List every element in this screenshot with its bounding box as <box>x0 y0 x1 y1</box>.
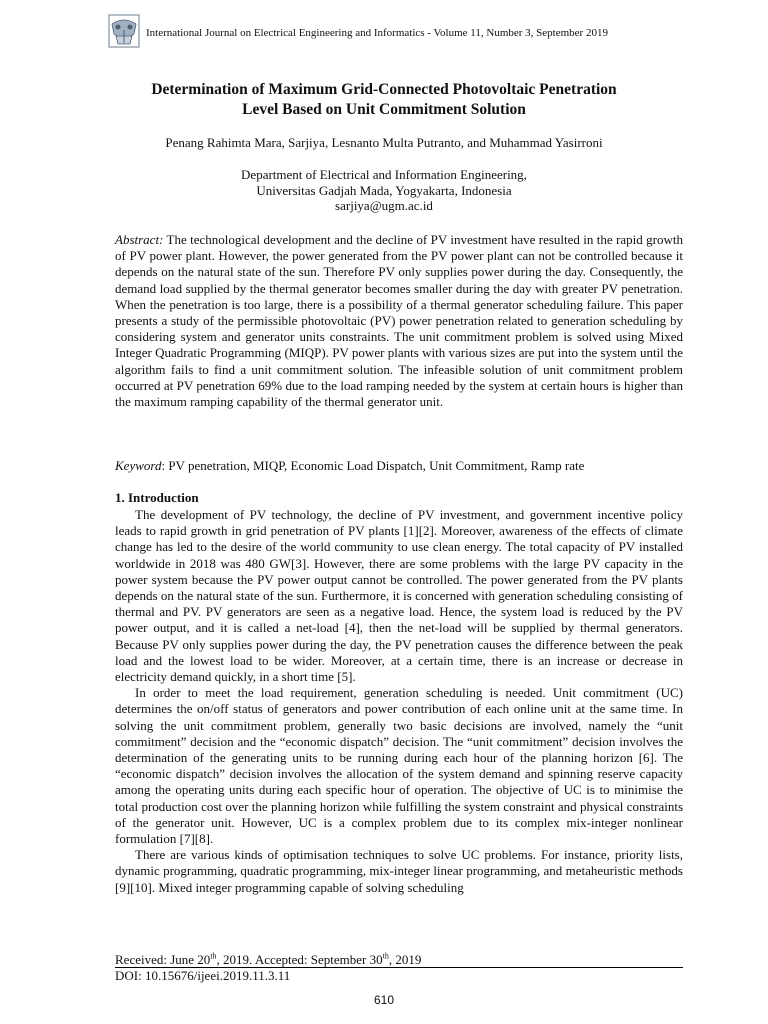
title-line-2: Level Based on Unit Commitment Solution <box>242 101 526 118</box>
abstract <box>115 232 683 410</box>
affiliation-university: Universitas Gadjah Mada, Yogyakarta, Indonesia <box>256 182 512 198</box>
year-text: , 2019 <box>388 952 422 967</box>
journal-logo-icon <box>108 14 140 48</box>
doi: DOI: 10.15676/ijeei.2019.11.3.11 <box>115 968 291 983</box>
journal-header <box>108 14 688 54</box>
accepted-text: , 2019. Accepted: September 30 <box>216 952 383 967</box>
abstract-label: Abstract: <box>115 232 164 247</box>
keywords <box>115 458 683 474</box>
introduction-body <box>115 507 683 896</box>
journal-citation-line: International Journal on Electrical Engineering and Informatics - Volume 11, Number 3, September 2019 <box>146 27 608 39</box>
section-heading-introduction: 1. Introduction <box>115 490 199 505</box>
received-text: Received: June 20 <box>115 952 211 967</box>
keyword-text: : PV penetration, MIQP, Economic Load Dispatch, Unit Commitment, Ramp rate <box>161 458 585 473</box>
title-line-1: Determination of Maximum Grid-Connected Photovoltaic Penetration <box>151 81 617 98</box>
author-list: Penang Rahimta Mara, Sarjiya, Lesnanto Multa Putranto, and Muhammad Yasirroni <box>165 135 603 150</box>
intro-paragraph: The development of PV technology, the decline of PV investment, and government incentive policy leads to rapid growth in grid penetration of PV plants [1][2]. Moreover, awareness of the effects of climate change has led to the desire of the world community to use clean energy. The total capacity of PV installed worldwide in 2018 was 480 GW[3]. However, there are some problems with the large PV capacity in the power system because the PV power output cannot be controlled. The power generated from the PV plants depends on the natural state of the sun. Furthermore, it is concerned with generation scheduling consisting of thermal and PV. PV generators are seen as a negative load. Hence, the system load is reduced by the PV power output, and it is called a net-load [4], then the net-load will be supplied by thermal generators. Because PV only supplies power during the day, the PV penetration causes the difference between the peak load and the lowest load to be wider. Moreover, at a certain time, there is an increase or decrease in electricity demand quickly, in a short time [5]. <box>115 507 683 685</box>
page-number: 610 <box>373 993 395 1007</box>
received-accepted-dates <box>115 952 421 968</box>
affiliation-block <box>80 167 688 214</box>
affiliation-department: Department of Electrical and Information Engineering, <box>241 167 527 182</box>
abstract-text: The technological development and the decline of PV investment have resulted in the rapid growth of PV power plant. However, the power generated from the PV power plant can not be controlled because it depends on the natural state of the sun. Therefore PV only supplies power during the day. Consequently, the demand load supplied by the thermal generator becomes smaller during the day with greater PV penetration. When the penetration is too large, there is a possibility of a thermal generator scheduling failure. This paper presents a study of the permissible photovoltaic (PV) power penetration related to generation scheduling by considering system and generator units constraints. The unit commitment problem is solved using Mixed Integer Quadratic Programming (MIQP). PV power plants with various sizes are put into the system until the algorithm fails to find a unit commitment solution. The infeasible solution of unit commitment problem occurred at PV penetration 69% due to the load ramping needed by the system at certain hours is higher than the maximum ramping capability of the thermal generator unit. <box>115 232 683 410</box>
keyword-label: Keyword <box>115 458 162 473</box>
accepted-sup: th <box>382 951 389 961</box>
paper-title <box>80 80 688 120</box>
author-email: sarjiya@ugm.ac.id <box>335 198 433 213</box>
intro-paragraph: In order to meet the load requirement, generation scheduling is needed. Unit commitment (UC) determines the on/off status of generators and power contribution of each online unit at the same time. In solving the unit commitment problem, generally two basic decisions are involved, namely the “unit commitment” decision and the “economic dispatch” decision. The “unit commitment” decision involves the determination of the generating units to be running during each hour of the planning horizon [6]. The “economic dispatch” decision involves the allocation of the system demand and spinning reserve capacity among the operating units during each specific hour of operation. The objective of UC is to minimise the total production cost over the planning horizon while fulfilling the system constraint and physical constraints of the generator unit. However, UC is a complex problem due to its complex mix-integer nonlinear formulation [7][8]. <box>115 685 683 847</box>
received-sup: th <box>210 951 217 961</box>
intro-paragraph: There are various kinds of optimisation techniques to solve UC problems. For instance, priority lists, dynamic programming, quadratic programming, mix-integer linear programming, and metaheuristic methods [9][10]. Mixed integer programming capable of solving scheduling <box>115 847 683 895</box>
